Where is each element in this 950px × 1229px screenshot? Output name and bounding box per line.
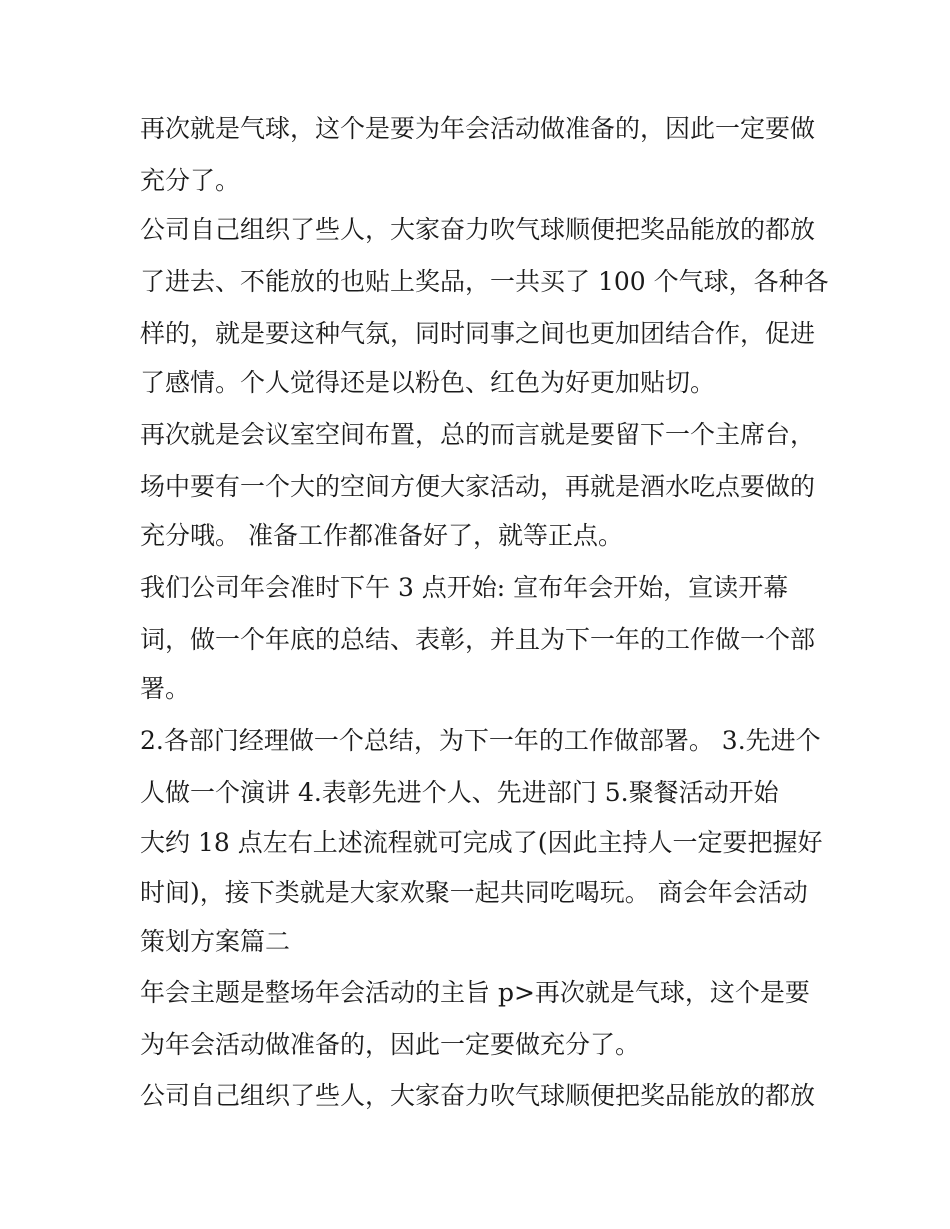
text-line: 大约 18 点左右上述流程就可完成了(因此主持人一定要把握好 [140, 828, 823, 857]
text-line: 充分哦。 准备工作都准备好了，就等正点。 [140, 521, 623, 550]
text-line: 时间)，接下类就是大家欢聚一起共同吃喝玩。 商会年会活动 [140, 878, 808, 907]
text-line: 署。 [140, 674, 191, 703]
text-line: 样的，就是要这种气氛，同时同事之间也更加团结合作，促进 [140, 319, 816, 348]
text-line: 年会主题是整场年会活动的主旨 p>再次就是气球，这个是要 [140, 978, 810, 1007]
text-line: 我们公司年会准时下午 3 点开始: 宣布年会开始，宣读开幕 [140, 573, 789, 602]
text-line: 了进去、不能放的也贴上奖品，一共买了 100 个气球，各种各 [140, 267, 829, 296]
text-line: 策划方案篇二 [140, 927, 291, 956]
text-line: 公司自己组织了些人，大家奋力吹气球顺便把奖品能放的都放 [140, 215, 816, 244]
text-line: 了感情。个人觉得还是以粉色、红色为好更加贴切。 [140, 368, 716, 397]
text-line: 为年会活动做准备的，因此一定要做充分了。 [140, 1030, 641, 1059]
text-line: 充分了。 [140, 166, 241, 195]
text-line: 词，做一个年底的总结、表彰，并且为下一年的工作做一个部 [140, 625, 816, 654]
text-line: 人做一个演讲 4.表彰先进个人、先进部门 5.聚餐活动开始 [140, 778, 779, 807]
text-line: 公司自己组织了些人，大家奋力吹气球顺便把奖品能放的都放 [140, 1081, 816, 1110]
text-line: 场中要有一个大的空间方便大家活动，再就是酒水吃点要做的 [140, 472, 816, 501]
text-line: 2.各部门经理做一个总结，为下一年的工作做部署。 3.先进个 [140, 726, 821, 755]
text-line: 再次就是会议室空间布置，总的而言就是要留下一个主席台， [140, 420, 816, 449]
text-line: 再次就是气球，这个是要为年会活动做准备的，因此一定要做 [140, 114, 816, 143]
